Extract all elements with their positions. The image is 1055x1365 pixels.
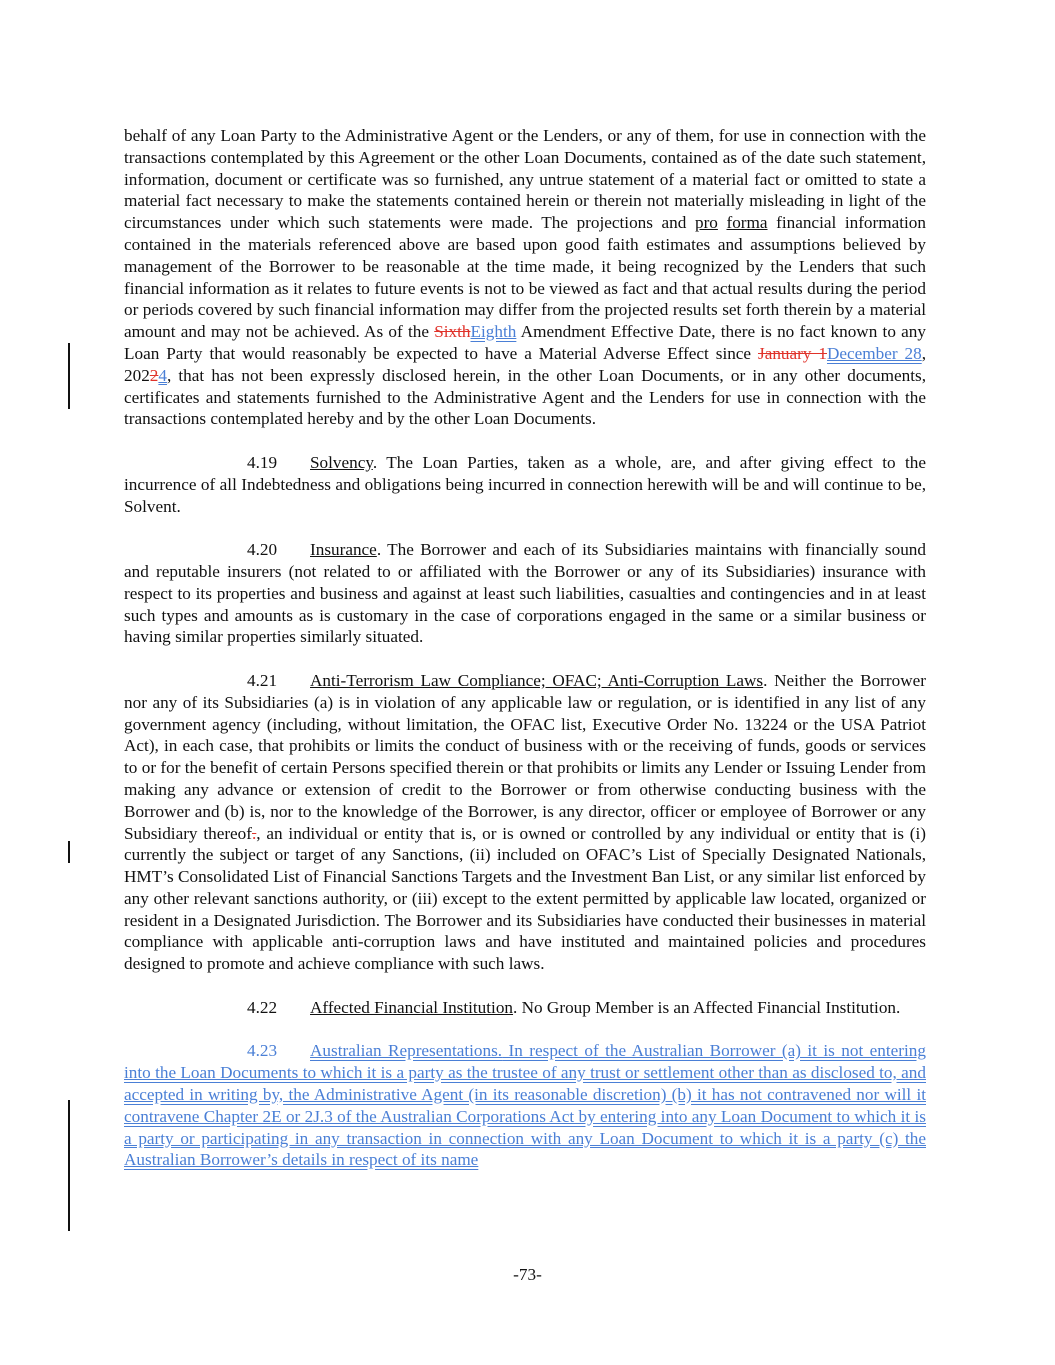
change-bar <box>68 1100 70 1231</box>
section-4-20: 4.20 Insurance. The Borrower and each of its Subsidiaries maintains with financially sound and reputable insurers (not related to or affiliated with the Borrower or any of its Subsidiaries) insurance with respect to its properties and business and against at least such liabilities, casualties and contingencies and in at least such types and amounts as is customary in the case of corporations engaged in the same or a similar business or having similar properties similarly situated. <box>124 540 926 647</box>
section-4-23-inserted: 4.23 Australian Representations. In respect of the Australian Borrower (a) it is not entering into the Loan Documents to which it is a party as the trustee of any trust or settlement other than as disclosed to, and accepted in writing by, the Administrative Agent (in its reasonable discretion) (b) it has not contravened nor will it contravene Chapter 2E or 2J.3 of the Australian Corporations Act by entering into any Loan Document to which it is a party or participating in any transaction in connection with any Loan Document to which it is a party (c) the Australian Borrower’s details in respect of its name <box>124 1041 926 1170</box>
deleted-text: . <box>252 823 257 843</box>
inserted-text: Eighth <box>470 322 517 342</box>
section-number: 4.20 <box>247 540 278 560</box>
section-heading: Australian Representations. <box>310 1041 503 1061</box>
section-heading: Affected Financial Institution <box>310 997 514 1017</box>
section-number: 4.22 <box>247 997 278 1017</box>
section-heading: Solvency <box>310 452 373 472</box>
inserted-text: December 28 <box>826 343 922 363</box>
section-heading: Insurance <box>310 540 377 560</box>
section-number: 4.23 <box>247 1041 278 1061</box>
section-4-19: 4.19 Solvency. The Loan Parties, taken as a whole, are, and after giving effect to the incurrence of all Indebtedness and obligations being incurred in connection herewith will be and will continue to be, Solvent. <box>124 452 926 516</box>
section-4-22: 4.22 Affected Financial Institution. No Group Member is an Affected Financial Institution. <box>247 997 901 1017</box>
section-number: 4.19 <box>247 452 278 472</box>
change-bar <box>68 343 70 409</box>
body-text <box>124 125 926 1193</box>
section-4-21: 4.21 Anti-Terrorism Law Compliance; OFAC; Anti-Corruption Laws. Neither the Borrower nor any of its Subsidiaries (a) is in violation of any applicable law or regulation, or is identified in any list of any government agency (including, without limitation, the OFAC list, Executive Order No. 13224 or the USA Patriot Act), in each case, that prohibits or limits the conduct of business with or the receiving of funds, goods or services to or for the benefit of certain Persons specified therein or that prohibits or limits any Lender or Issuing Lender from making any advance or extension of credit to the Borrower or from otherwise conducting business with the Borrower and (b) is, nor to the knowledge of the Borrower, is any director, officer or employee of Borrower or any Subsidiary thereof., an individual or entity that is, or is owned or controlled by any individual or entity that is (i) currently the subject or target of any Sanctions, (ii) included on OFAC’s List of Specially Designated Nationals, HMT’s Consolidated List of Financial Sanctions Targets and the Investment Ban List, or any similar list enforced by any other relevant sanctions authority, or (iii) except to the extent permitted by applicable law located, organized or resident in a Designated Jurisdiction. The Borrower and its Subsidiaries have conducted their businesses in material compliance with applicable anti-corruption laws and have instituted and maintained policies and procedures designed to promote and achieve compliance with such laws. <box>124 670 926 974</box>
deleted-text: Sixth <box>434 322 471 342</box>
change-bar <box>68 841 70 863</box>
section-heading: Anti-Terrorism Law Compliance; OFAC; Anti-Corruption Laws <box>310 670 764 690</box>
section-number: 4.21 <box>247 670 278 690</box>
paragraph-disclosure: behalf of any Loan Party to the Administrative Agent or the Lenders, or any of them, for use in connection with the transactions contemplated by this Agreement or the other Loan Documents, contained as of the date such statement, information, document or certificate was so furnished, any untrue statement of a material fact or omitted to state a material fact necessary to make the statements contained herein or therein not materially misleading in light of the circumstances under which such statements were made. The projections and pro forma financial information contained in the materials referenced above are based upon good faith estimates and assumptions believed by management of the Borrower to be reasonable at the time made, it being recognized by the Lenders that such financial information as it relates to future events is not to be viewed as fact and that actual results during the period or periods covered by such financial information may differ from the projected results set forth therein by a material amount and may not be achieved. As of the SixthEighth Amendment Effective Date, there is no fact known to any Loan Party that would reasonably be expected to have a Material Adverse Effect since January 1December 28, 20224, that has not been expressly disclosed herein, in the other Loan Documents, or in any other documents, certificates and statements furnished to the Administrative Agent and the Lenders for use in connection with the transactions contemplated hereby and by the other Loan Documents. <box>124 126 927 429</box>
deleted-text: 2 <box>149 365 159 385</box>
inserted-text: 4 <box>158 365 167 385</box>
page-number: -73- <box>513 1265 542 1284</box>
deleted-text: January 1 <box>758 343 827 363</box>
